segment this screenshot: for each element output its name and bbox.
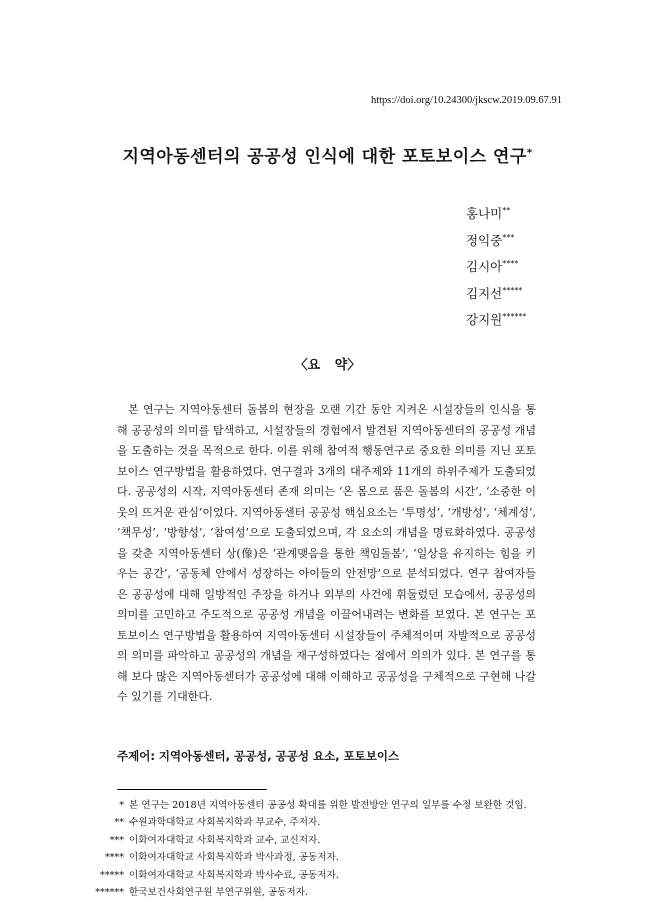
footnote-text: 이화여자대학교 사회복지학과 교수, 교신저자. — [129, 834, 321, 846]
footnote-divider — [117, 789, 267, 790]
footnote — [90, 797, 527, 814]
author-name: 김지선 — [466, 285, 503, 301]
author — [466, 284, 526, 311]
footnote — [90, 867, 527, 884]
footnote-mark: ***** — [100, 869, 124, 881]
author-name: 홍나미 — [466, 206, 503, 221]
footnotes — [90, 797, 527, 901]
author — [466, 310, 526, 337]
author — [466, 204, 526, 231]
footnote-mark: ****** — [95, 887, 124, 899]
abstract-body: 본 연구는 지역아동센터 돌봄의 현장을 오랜 기간 동안 지켜온 시설장들의 인식을 통해 공공성의 의미를 탐색하고, 시설장들의 경험에서 발견된 지역아동센터의 공공성 개념을 도출하는 것을 목적으로 한다. 이를 위해 참여적 행동연구로 중요한 의미를 지닌 포토보이스 연구방법을 활용하였다. 연구결과 3개의 대주제와 11개의 하위주제가 도출되었다. 공공성의 시작, 지역아동센터 존재 의미는 ‘온 몸으로 품은 돌봄의 시간’, ‘소중한 이웃의 뜨거운 관심’이었다. 지역아동센터 공공성 핵심요소는 ‘투명성’, ‘개방성’, ‘체계성’, ‘책무성’, ‘방향성’, ‘참여성’으로 도출되었으며, 각 요소의 개념을 명료화하였다. 공공성을 갖춘 지역아동센터 상(像)은 ‘관계맺음을 통한 책임돌봄’, ‘일상을 유지하는 힘을 키우는 공간’, ‘공동체 안에서 성장하는 아이들의 안전망’으로 분석되었다. 연구 참여자들은 공공성에 대해 일방적인 주장을 하거나 외부의 사건에 휘둘렸던 모습에서, 공공성의 의미를 고민하고 주도적으로 공공성 개념을 이끌어내려는 변화를 보였다. 본 연구는 포토보이스 연구방법을 활용하여 지역아동센터 시설장들이 주체적이며 자발적으로 공공성의 의미를 파악하고 공공성의 개념을 재구성하였다는 점에서 의의가 있다. 본 연구를 통해 보다 많은 지역아동센터가 공공성에 대해 이해하고 공공성을 구체적으로 구현해 나갈 수 있기를 기대한다. — [117, 403, 536, 703]
author — [466, 231, 526, 258]
author-name: 김시아 — [466, 259, 503, 274]
doi-link[interactable]: https://doi.org/10.24300/jkscw.2019.09.67.91 — [370, 95, 562, 106]
footnote — [90, 884, 527, 901]
footnote-text: 한국보건사회연구원 부연구위원, 공동저자. — [129, 887, 309, 899]
author-mark: **** — [502, 258, 519, 268]
footnote-text: 본 연구는 2018년 지역아동센터 공공성 확대를 위한 발전방안 연구의 일부를 수정 보완한 것임. — [129, 800, 527, 811]
footnote-mark: ** — [114, 817, 124, 829]
author — [466, 257, 526, 284]
footnote — [90, 832, 527, 849]
footnote-text: 수원과학대학교 사회복지학과 부교수, 주저자. — [129, 817, 321, 829]
footnote-mark: *** — [109, 834, 124, 846]
author-mark: ** — [502, 205, 511, 215]
footnote-text: 이화여자대학교 사회복지학과 박사수료, 공동저자. — [129, 869, 339, 881]
footnote — [90, 814, 527, 831]
title-text: 지역아동센터의 공공성 인식에 대한 포토보이스 연구 — [122, 147, 527, 167]
author-mark: ****** — [502, 311, 527, 321]
author-name: 강지원 — [466, 312, 503, 327]
footnote-mark: **** — [104, 852, 124, 864]
footnote-mark: * — [119, 800, 124, 811]
title-footnote-mark: * — [526, 147, 533, 159]
author-mark: *** — [502, 232, 515, 242]
paper-title — [0, 142, 655, 167]
author-list — [466, 204, 526, 337]
footnote — [90, 849, 527, 866]
author-mark: ***** — [502, 285, 523, 295]
footnote-text: 이화여자대학교 사회복지학과 박사과정, 공동저자. — [129, 852, 339, 864]
author-name: 정익중 — [466, 232, 503, 248]
keywords: 주제어: 지역아동센터, 공공성, 공공성 요소, 포토보이스 — [117, 749, 400, 763]
abstract-heading: 〈요 약〉 — [294, 358, 361, 373]
